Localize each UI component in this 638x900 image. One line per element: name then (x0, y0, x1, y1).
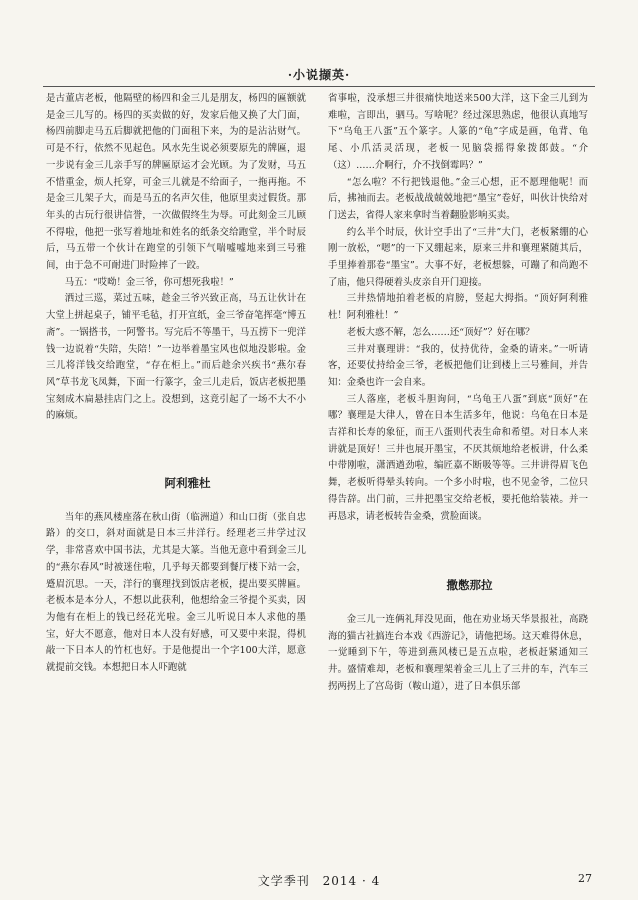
section-title: 阿利雅杜 (164, 476, 211, 491)
section-title: 撒憋那拉 (446, 578, 493, 593)
paragraph: 三人落座，老板斗胆询问，“乌龟王八蛋”到底“顶好”在哪？襄理是大律人，曾在日本生活多年，他说：乌龟在日本是吉祥和长寿的象征，而王八蛋则代表生命和希望。对日本人来讲就是顶好！三井也展开墨宝，不厌其烦地给老板讲，什么柔中带刚啦，潇洒遒劲啦，编匠嘉不断吸等等。三井讲得眉飞色舞，老板听得晕头转向。一个多小时啦，也不见金爷，二位只得告辞。出门前，三井把墨宝交给老板，要托他给装裱。并一再恳求，请老板转告金桑，赏脸面谈。 (328, 393, 588, 522)
section-gap (46, 492, 306, 510)
paragraph: 三井热情地拍着老板的肩膀，竖起大拇指。“顶好阿利雅杜！阿利雅杜！” (328, 293, 588, 322)
header-rule (43, 86, 595, 87)
paragraph: 是古董店老板，他隔壁的杨四和金三儿是朋友，杨四的匾额就是金三儿写的。杨四的买卖做的好，发家后他又换了大门面，杨四前脚走马五后脚就把他的门面租下来，为的是沾沾财气。可是不行，依然不见起色。风水先生说必须要原先的牌匾，退一步说有金三儿亲手写的牌匾原运才会光顾。为了发财，马五不惜重金，烦人托穿，可金三儿就是不给面子，一拖再拖。不是金三儿架子大，而是马五的名声欠佳，他原里卖过假货。那年头的古玩行很讲信誉，一次做假终生为辱。可此刻金三儿顾不得啦，他把一张写着地址和姓名的纸条交给跑堂，半个时辰后，马五带一个伙计在跑堂的引领下气喘嘘嘘地来到三号雅间，由于急不可耐进门时险摔了一跤。 (46, 93, 306, 272)
paragraph: 金三儿一连俩礼拜没见面，他在劝业场天华景报社，高跷海的猫古社搞连台本戏《西游记》，请他把场。这天难得休息，一觉睡到下午，等进到燕风楼已是五点啦，老板赶紧通知三井。盛情难却，老板和襄理架着金三儿上了三井的车，汽车三拐两拐上了宫岛街（鞍山道），进了日本俱乐部 (328, 613, 588, 692)
issue-number: 2014 · 4 (322, 874, 381, 888)
section-gap (328, 525, 588, 577)
paragraph: 约么半个时辰，伙计空手出了“三井”大门，老板紧绷的心刚一放松，“嗯”的一下又绷起来，原来三井和襄理紧随其后，手里捧着那卷“墨宝”。大事不好，老板想躲，可蹦了和尚跑不了庙，他只得硬着头皮亲自开门迎接。 (328, 226, 588, 288)
paragraph: 三井对襄理讲：“我的，仗持优待，金桑的请来。”一听请客，还要仗持给金三爷，老板把他们让到楼上三号雅间，并告知：金桑也许一会自来。 (328, 343, 588, 388)
footer (0, 872, 638, 889)
left-column (46, 91, 306, 677)
right-column (328, 91, 588, 696)
journal-name: 文学季刊 (257, 874, 310, 888)
paragraph: 洒过三巡，菜过五味，趁金三爷兴致正高，马五让伙计在大堂上拼起桌子，铺平毛毡，打开宣纸，金三爷奋笔挥毫“博五斋”。一锅搭书，一阿警书。写完后不等墨干，马五捞下一兜洋钱一边说着“失陪，失陪！”一边举着墨宝风也似地没影啦。金三儿将洋钱交给跑堂，“存在柜上。”而后趁余兴疾书“燕尔春风”草书龙飞凤舞，下面一行篆字，金三儿走后，饭店老板把墨宝刻成木扁悬挂店门之上。没想到，这竟引起了一场不大不小的麻烦。 (46, 293, 306, 422)
paragraph: “怎么啦？不行把钱退他。”金三心想，正不愿理他呢！而后，拂袖而去。老板战战兢兢地把“墨宝”卷好，叫伙计快给对门送去，省得人家来拿时当着翻脸影响买卖。 (328, 176, 588, 221)
header-column-name: ·小说撷英· (287, 68, 351, 82)
section-gap (46, 425, 306, 475)
paragraph: 马五：“哎呦！金三爷，你可想死我啦！” (64, 276, 234, 288)
section-gap (328, 594, 588, 612)
paragraph: 当年的燕风楼座落在秋山街（临洲道）和山口街（张自忠路）的交口，斜对面就是日本三井洋行。经理老三井学过汉学，非常喜欢中国书法，尤其是大篆。当他无意中看到金三儿的“燕尔春风”时被迷住啦，几乎每天都要到餐厅楼下站一会，蹙眉沉思。一天，洋行的襄理找到饭店老板，提出要买牌匾。老板本是本分人，不想以此获利，他想给金三爷提个买卖，因为他有在柜上的钱已经花光啦。金三儿听说日本人求他的墨宝，好大不愿意，他对日本人没有好感，可又要中来混，得机敲一下日本人的竹杠也好。于是他提出一个字100大洋，愿意就提前交钱。本想把日本人吓跑就 (46, 511, 306, 674)
page-number: 27 (578, 872, 592, 885)
paragraph: 老板大惑不解，怎么……还“顶好”？好在哪？ (346, 326, 535, 338)
paragraph: 省事啦，没承想三井很痛快地送来500大洋，这下金三儿到为难啦，言即出，驷马。写啥呢？经过深思熟虑，他很认真地写下“乌龟王八蛋”五个篆字。人篆的“龟”字成是画，龟背、龟尾、小爪活灵活现，老板一见脑袋摇得象拨郎鼓。“介（这）……介啊行，介不找倒霉吗？” (328, 93, 588, 171)
